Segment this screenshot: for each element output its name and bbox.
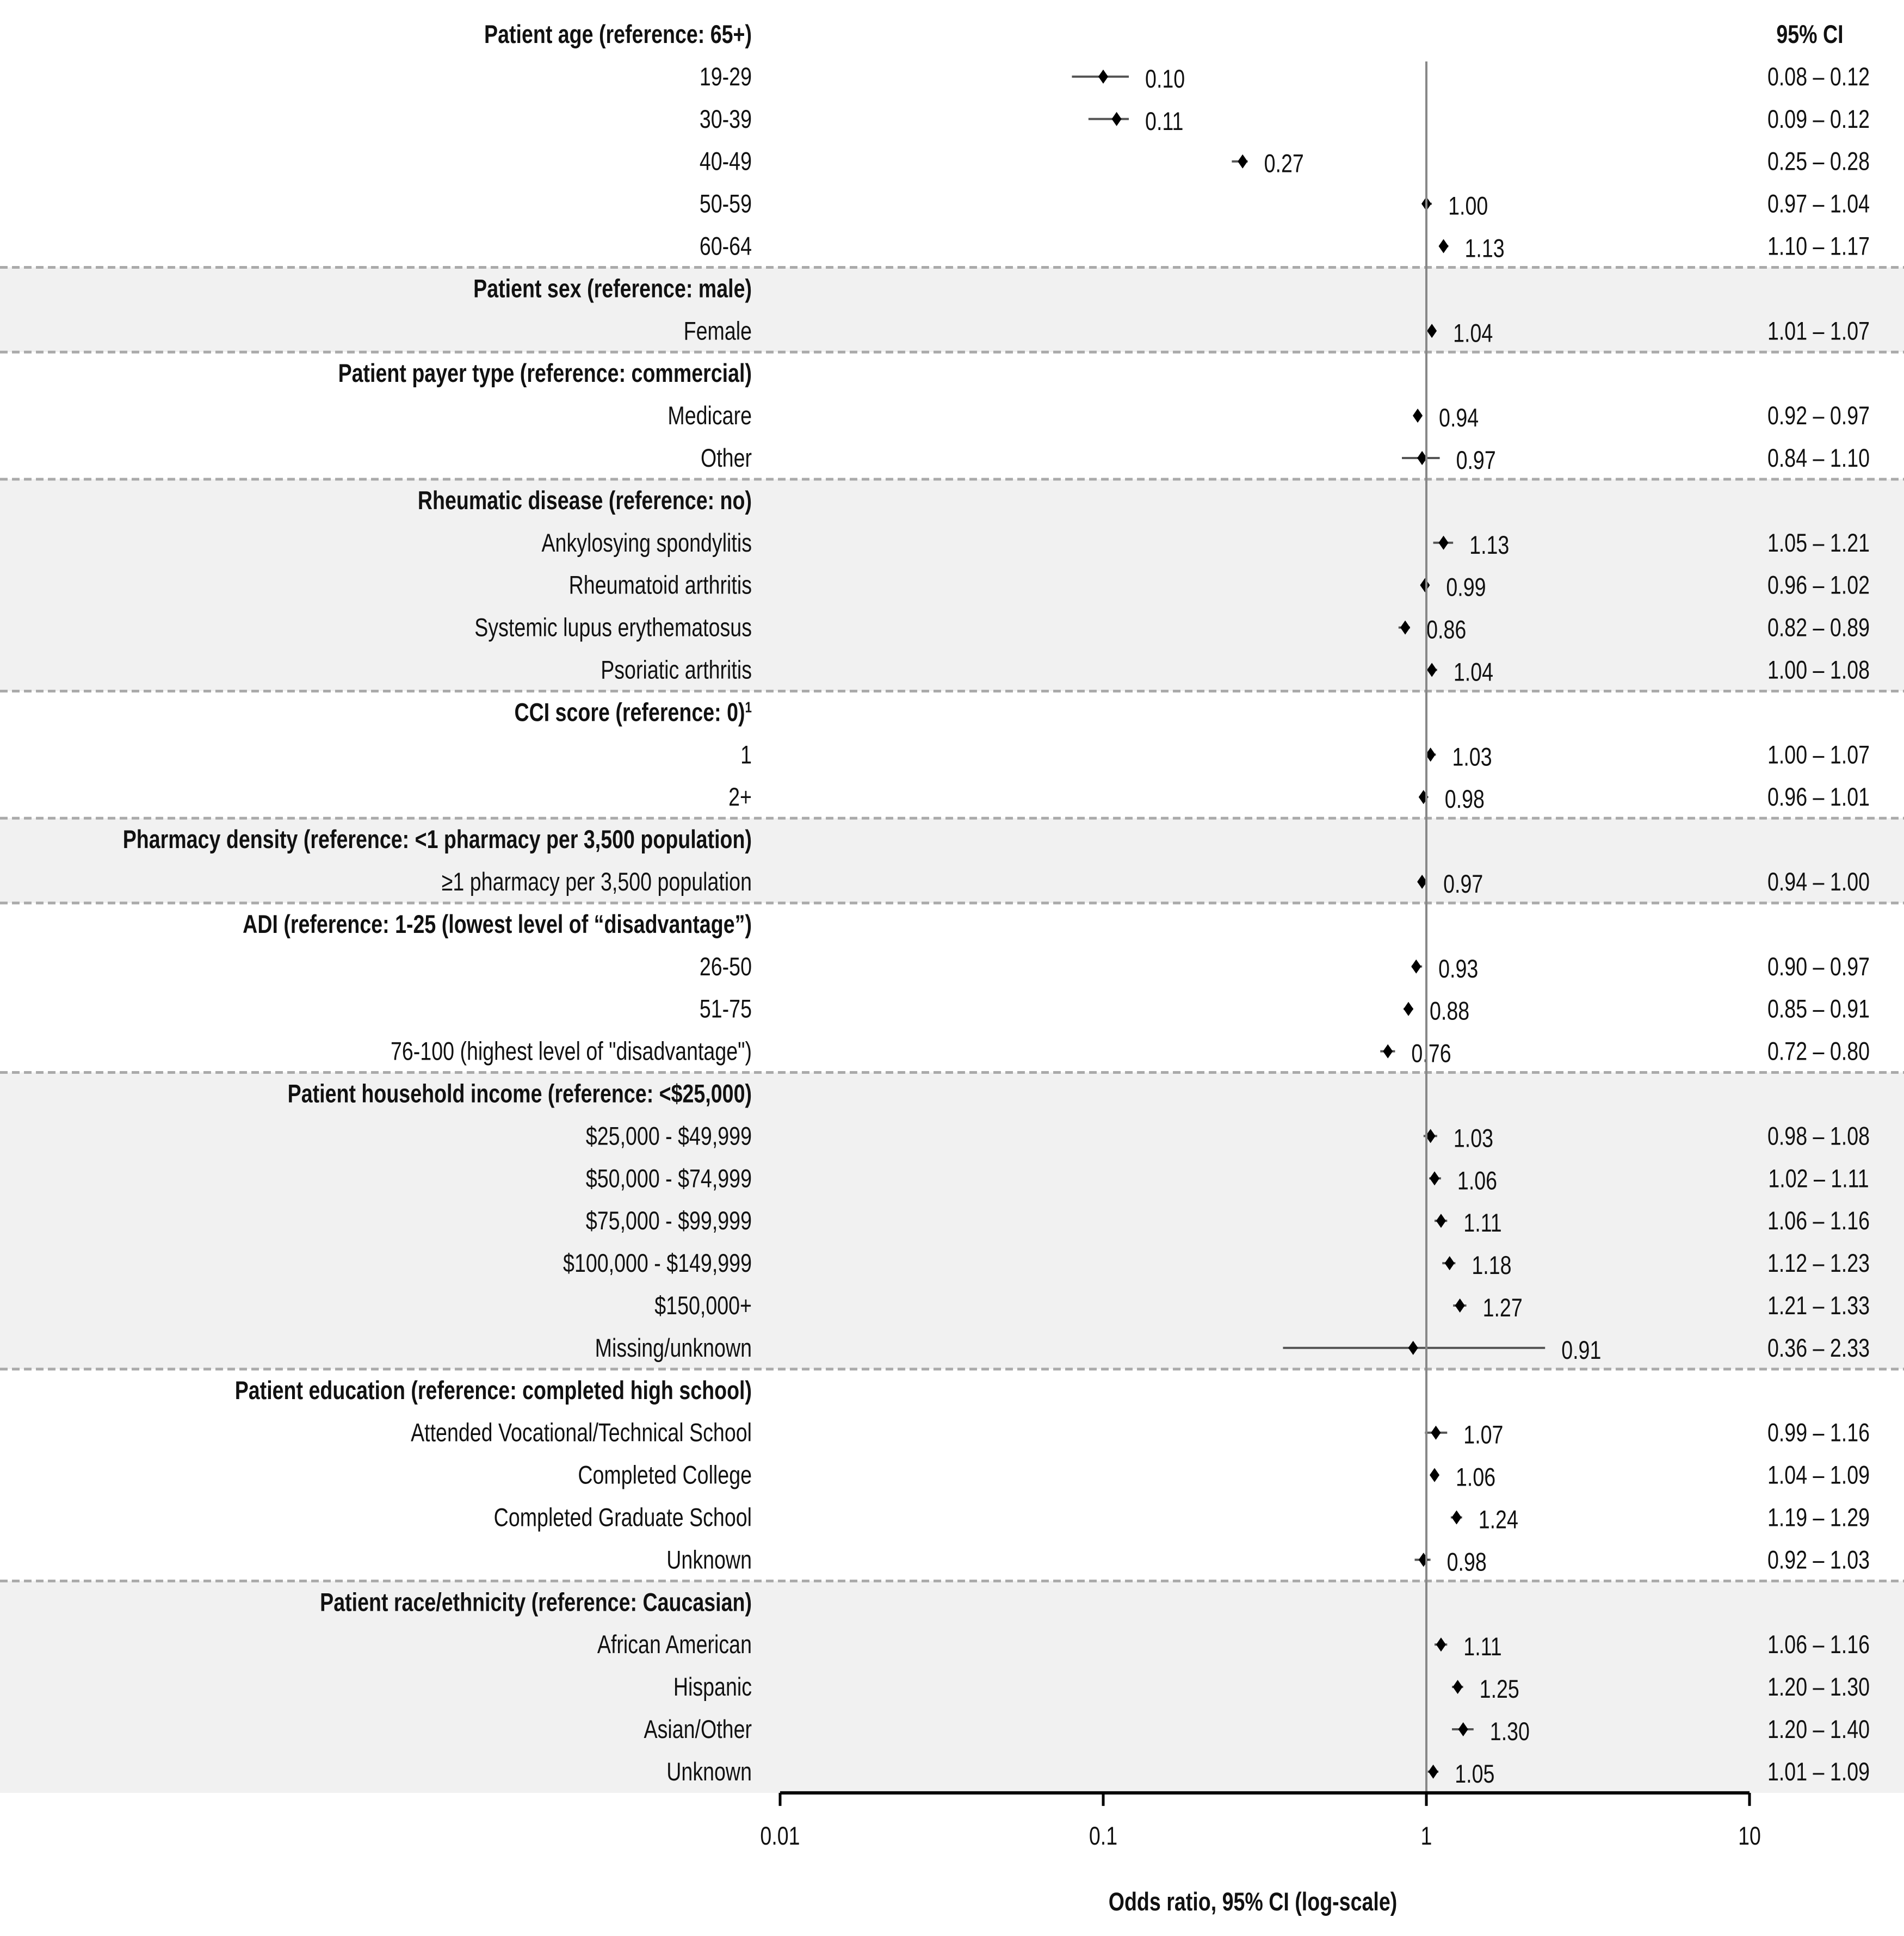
group-band [0, 1581, 1904, 1793]
ci-value-label-wrap [1767, 1249, 1870, 1278]
or-value-label: 1.24 [1478, 1505, 1518, 1535]
or-value-label-wrap [1452, 743, 1492, 771]
ci-value-label-wrap [1767, 1673, 1870, 1702]
or-value-label-wrap [1479, 1506, 1518, 1535]
group-header-wrap [235, 1376, 752, 1405]
or-value-label-wrap [1483, 1294, 1523, 1322]
or-value-label: 0.11 [1145, 107, 1184, 136]
row-label: 51-75 [699, 994, 752, 1024]
or-value-label: 0.99 [1446, 573, 1486, 602]
or-marker [1404, 1002, 1413, 1016]
group-header: Patient age (reference: 65+) [484, 20, 752, 50]
group-header: Rheumatic disease (reference: no) [417, 486, 752, 515]
group-header: Patient race/ethnicity (reference: Caucasian) [320, 1588, 752, 1617]
group-header: Patient sex (reference: male) [473, 274, 752, 304]
ci-value-label-wrap [1767, 1758, 1870, 1786]
row-label: Unknown [666, 1757, 752, 1786]
x-tick-label: 10 [1738, 1821, 1761, 1851]
or-value-label-wrap [1145, 107, 1183, 136]
or-value-label: 1.13 [1464, 234, 1505, 263]
row-label-wrap [569, 571, 752, 600]
or-value-label: 0.27 [1264, 149, 1304, 178]
or-marker [1411, 960, 1421, 974]
row-label: 60-64 [699, 232, 752, 261]
row-label: Attended Vocational/Technical School [411, 1418, 752, 1448]
ci-value-label: 0.94 – 1.00 [1767, 868, 1870, 897]
ci-value-label: 1.04 – 1.09 [1767, 1461, 1870, 1490]
header-superscript: 1 [745, 699, 752, 716]
or-value-label-wrap [1411, 1040, 1451, 1068]
ci-value-label-wrap [1767, 740, 1870, 769]
row-label: Medicare [667, 401, 752, 431]
row-label: Missing/unknown [595, 1333, 752, 1363]
or-value-label: 0.88 [1430, 997, 1470, 1026]
ci-value-label-wrap [1767, 614, 1870, 642]
ci-value-label: 0.92 – 1.03 [1767, 1545, 1870, 1575]
or-value-label: 1.13 [1469, 530, 1510, 560]
group-header: Patient education (reference: completed high school) [234, 1376, 752, 1405]
x-tick-label-wrap [760, 1822, 800, 1851]
row-label: $150,000+ [654, 1291, 752, 1321]
ci-value-label-wrap [1767, 1630, 1870, 1659]
ci-value-label-wrap [1767, 1291, 1870, 1320]
row-label: ≥1 pharmacy per 3,500 population [441, 868, 752, 897]
or-marker [1431, 1426, 1441, 1440]
x-tick-label-wrap [1421, 1822, 1432, 1851]
or-value-label: 1.00 [1448, 191, 1488, 221]
ci-value-label-wrap [1767, 444, 1870, 473]
ci-value-label: 0.85 – 0.91 [1767, 994, 1870, 1024]
row-label-wrap [541, 529, 752, 558]
header-text: CCI score (reference: 0) [514, 698, 745, 727]
or-marker [1451, 1511, 1461, 1525]
or-marker [1413, 409, 1423, 423]
row-label: Other [700, 444, 752, 473]
x-axis-title-wrap [1109, 1888, 1398, 1916]
row-label-wrap [494, 1504, 752, 1532]
or-value-label-wrap [1448, 192, 1488, 221]
ci-value-label: 0.25 – 0.28 [1767, 147, 1870, 176]
or-marker [1439, 239, 1449, 253]
or-marker [1383, 1044, 1393, 1059]
or-value-label: 0.76 [1411, 1039, 1451, 1068]
row-label-wrap [740, 740, 752, 769]
or-value-label-wrap [1439, 404, 1479, 432]
row-label-wrap [578, 1461, 752, 1490]
ci-value-label: 0.92 – 0.97 [1767, 401, 1870, 431]
ci-value-label: 1.10 – 1.17 [1767, 232, 1870, 261]
row-label-wrap [666, 1545, 752, 1574]
x-tick-label: 1 [1420, 1821, 1432, 1851]
ci-value-label: 0.90 – 0.97 [1767, 952, 1870, 981]
ci-value-label: 1.12 – 1.23 [1767, 1249, 1870, 1278]
or-value-label: 1.03 [1453, 1124, 1494, 1153]
or-value-label-wrap [1465, 234, 1505, 263]
row-label: African American [597, 1630, 752, 1660]
row-label: Ankylosying spondylitis [541, 528, 752, 558]
ci-value-label: 1.00 – 1.07 [1767, 740, 1870, 770]
or-value-label: 0.93 [1438, 954, 1479, 984]
or-value-label: 1.06 [1456, 1463, 1496, 1492]
ci-value-label-wrap [1767, 190, 1870, 219]
group-header-wrap [338, 359, 752, 388]
group-header-wrap [123, 825, 752, 854]
ci-column-header: 95% CI [1776, 20, 1844, 50]
row-label-wrap [595, 1334, 752, 1363]
or-value-label: 0.10 [1145, 64, 1185, 94]
ci-value-label: 1.01 – 1.07 [1767, 317, 1870, 346]
or-value-label: 1.11 [1463, 1209, 1502, 1238]
ci-value-label-wrap [1767, 952, 1870, 981]
or-value-label: 1.27 [1482, 1294, 1523, 1323]
ci-value-label-wrap [1767, 232, 1870, 261]
row-label-wrap [654, 1291, 752, 1320]
or-value-label-wrap [1463, 1421, 1503, 1450]
row-label: 26-50 [699, 952, 752, 981]
row-label-wrap [597, 1630, 752, 1659]
or-value-label-wrap [1456, 1463, 1495, 1492]
or-value-label-wrap [1445, 785, 1485, 814]
ci-value-label: 1.06 – 1.16 [1767, 1630, 1870, 1660]
ci-value-label: 0.98 – 1.08 [1767, 1122, 1870, 1151]
ci-value-label: 0.09 – 0.12 [1767, 104, 1870, 134]
or-value-label-wrap [1457, 1166, 1497, 1195]
group-band [0, 1073, 1904, 1369]
ci-value-label: 1.02 – 1.11 [1768, 1164, 1869, 1193]
or-marker [1430, 1468, 1439, 1482]
ci-value-label-wrap [1767, 1715, 1870, 1744]
or-value-label-wrap [1443, 870, 1483, 899]
ci-value-label-wrap [1767, 1419, 1870, 1448]
ci-value-label: 1.06 – 1.16 [1767, 1207, 1870, 1236]
or-value-label: 0.97 [1456, 446, 1496, 475]
group-header-wrap [243, 910, 752, 939]
group-header: ADI (reference: 1-25 (lowest level of “disadvantage”) [243, 910, 752, 939]
row-label-wrap [586, 1207, 752, 1235]
ci-value-label: 0.99 – 1.16 [1767, 1418, 1870, 1448]
row-label: 19-29 [699, 62, 752, 91]
or-value-label-wrap [1454, 1124, 1493, 1153]
row-label-wrap [684, 317, 752, 345]
or-value-label-wrap [1561, 1336, 1601, 1365]
row-label: Rheumatoid arthritis [568, 571, 752, 600]
or-value-label: 0.98 [1444, 785, 1485, 814]
or-value-label: 0.91 [1561, 1335, 1602, 1365]
row-label: 76-100 (highest level of "disadvantage") [390, 1037, 752, 1066]
or-value-label: 1.04 [1453, 658, 1494, 687]
or-value-label-wrap [1463, 1632, 1501, 1661]
row-label-wrap [601, 656, 752, 685]
or-value-label: 0.86 [1426, 615, 1467, 645]
or-marker [1098, 70, 1108, 84]
ci-value-label: 1.20 – 1.40 [1767, 1715, 1870, 1745]
group-header: Pharmacy density (reference: <1 pharmacy per 3,500 population) [122, 825, 752, 855]
ci-value-label: 1.01 – 1.09 [1767, 1757, 1870, 1786]
row-label-wrap [673, 1673, 752, 1702]
or-value-label: 1.07 [1463, 1420, 1504, 1450]
row-label-wrap [700, 147, 752, 176]
ci-value-label-wrap [1767, 63, 1870, 91]
ci-value-label-wrap [1767, 783, 1870, 812]
ci-value-label-wrap [1767, 529, 1870, 558]
or-value-label: 0.94 [1439, 404, 1479, 433]
row-label: 40-49 [699, 147, 752, 176]
or-value-label: 1.03 [1452, 743, 1492, 772]
row-label: 50-59 [699, 189, 752, 219]
or-value-label-wrap [1455, 1760, 1494, 1789]
ci-value-label: 0.08 – 0.12 [1767, 62, 1870, 91]
group-header-wrap [320, 1588, 752, 1617]
row-label-wrap [700, 190, 752, 219]
ci-value-label-wrap [1767, 401, 1870, 430]
row-label: Hispanic [673, 1673, 752, 1702]
group-header [514, 698, 752, 727]
ci-value-label-wrap [1767, 147, 1870, 176]
or-value-label-wrap [1472, 1251, 1511, 1280]
row-label-wrap [563, 1249, 752, 1278]
row-label-wrap [728, 783, 752, 812]
row-label-wrap [442, 868, 752, 896]
or-value-label: 1.05 [1455, 1759, 1495, 1789]
or-value-label: 1.06 [1457, 1166, 1498, 1196]
or-value-label-wrap [1145, 65, 1185, 94]
row-label: Female [683, 317, 752, 346]
group-header-wrap [514, 698, 752, 727]
ci-value-label: 0.96 – 1.01 [1767, 783, 1870, 812]
x-tick-label: 0.01 [760, 1821, 800, 1851]
ci-value-label-wrap [1767, 571, 1870, 600]
row-label-wrap [586, 1164, 752, 1193]
ci-value-label: 0.84 – 1.10 [1767, 444, 1870, 473]
ci-value-label-wrap [1767, 656, 1870, 685]
or-value-label: 0.98 [1446, 1548, 1487, 1577]
row-label-wrap [700, 995, 752, 1024]
ci-value-label-wrap [1767, 868, 1870, 896]
or-value-label: 1.25 [1479, 1675, 1519, 1704]
ci-value-label-wrap [1767, 1207, 1870, 1235]
x-axis-title: Odds ratio, 95% CI (log-scale) [1108, 1888, 1398, 1917]
row-label-wrap [644, 1715, 752, 1744]
ci-value-label: 1.20 – 1.30 [1767, 1673, 1870, 1702]
ci-value-label-wrap [1767, 317, 1870, 345]
ci-value-label: 0.36 – 2.33 [1767, 1333, 1870, 1363]
or-marker [1238, 154, 1247, 169]
x-tick-label-wrap [1738, 1822, 1761, 1851]
or-marker [1112, 112, 1122, 126]
group-header-wrap [288, 1080, 752, 1109]
row-label: Asian/Other [644, 1715, 752, 1745]
ci-value-label: 1.21 – 1.33 [1767, 1291, 1870, 1321]
or-value-label-wrap [1453, 319, 1493, 348]
ci-column-header-wrap [1776, 20, 1843, 49]
row-label: $50,000 - $74,999 [585, 1164, 752, 1193]
ci-value-label: 0.72 – 0.80 [1767, 1037, 1870, 1066]
row-label-wrap [667, 401, 752, 430]
ci-value-label-wrap [1767, 1461, 1870, 1490]
or-value-label-wrap [1456, 446, 1496, 475]
ci-value-label: 0.96 – 1.02 [1767, 571, 1870, 600]
or-value-label-wrap [1426, 616, 1466, 645]
group-header-wrap [473, 274, 752, 303]
ci-value-label-wrap [1767, 1122, 1870, 1151]
or-value-label-wrap [1430, 997, 1469, 1026]
group-band [0, 479, 1904, 691]
or-value-label-wrap [1469, 531, 1509, 560]
ci-value-label-wrap [1767, 105, 1870, 134]
row-label: 2+ [728, 783, 752, 812]
row-label: 30-39 [699, 104, 752, 134]
group-header: Patient payer type (reference: commercial) [338, 359, 752, 388]
or-value-label-wrap [1463, 1209, 1501, 1238]
or-value-label-wrap [1264, 150, 1304, 178]
row-label: Psoriatic arthritis [601, 655, 752, 685]
ci-value-label-wrap [1767, 1334, 1870, 1363]
row-label-wrap [701, 444, 752, 473]
or-value-label-wrap [1480, 1675, 1519, 1704]
ci-value-label-wrap [1767, 1037, 1870, 1066]
row-label-wrap [700, 952, 752, 981]
row-label-wrap [700, 63, 752, 91]
x-tick-label-wrap [1089, 1822, 1117, 1851]
or-value-label-wrap [1446, 573, 1486, 602]
x-tick-label: 0.1 [1089, 1821, 1118, 1851]
row-label: $25,000 - $49,999 [585, 1122, 752, 1151]
row-label: Unknown [666, 1545, 752, 1575]
ci-value-label-wrap [1767, 1545, 1870, 1574]
or-value-label-wrap [1454, 658, 1493, 687]
ci-value-label: 1.05 – 1.21 [1767, 528, 1870, 558]
group-header-wrap [418, 486, 752, 515]
row-label: $75,000 - $99,999 [585, 1207, 752, 1236]
row-label-wrap [411, 1419, 752, 1448]
ci-value-label: 1.00 – 1.08 [1767, 655, 1870, 685]
row-label-wrap [391, 1037, 752, 1066]
or-value-label: 1.18 [1472, 1251, 1512, 1281]
or-value-label: 0.97 [1443, 870, 1483, 899]
ci-value-label: 0.82 – 0.89 [1767, 613, 1870, 642]
or-value-label-wrap [1438, 955, 1478, 984]
row-label-wrap [474, 614, 752, 642]
group-header-wrap [484, 20, 752, 49]
row-label: Systemic lupus erythematosus [474, 613, 752, 642]
row-label-wrap [586, 1122, 752, 1151]
row-label-wrap [666, 1758, 752, 1786]
ci-value-label-wrap [1767, 1504, 1870, 1532]
ci-value-label-wrap [1768, 1164, 1869, 1193]
or-value-label-wrap [1490, 1717, 1530, 1746]
group-bands [0, 267, 1904, 1792]
ci-value-label: 0.97 – 1.04 [1767, 189, 1870, 219]
ci-value-label: 1.19 – 1.29 [1767, 1503, 1870, 1532]
row-label: 1 [740, 740, 752, 770]
ci-value-label-wrap [1767, 995, 1870, 1024]
row-label: Completed Graduate School [493, 1503, 752, 1532]
row-label: $100,000 - $149,999 [563, 1249, 752, 1278]
row-label: Completed College [578, 1461, 752, 1490]
or-value-label: 1.04 [1453, 319, 1493, 348]
group-band [0, 267, 1904, 352]
row-label-wrap [700, 105, 752, 134]
or-value-label-wrap [1447, 1548, 1487, 1576]
or-value-label: 1.30 [1489, 1717, 1530, 1747]
or-value-label: 1.11 [1463, 1632, 1502, 1662]
row-label-wrap [700, 232, 752, 261]
group-header: Patient household income (reference: <$25,000) [287, 1079, 752, 1109]
